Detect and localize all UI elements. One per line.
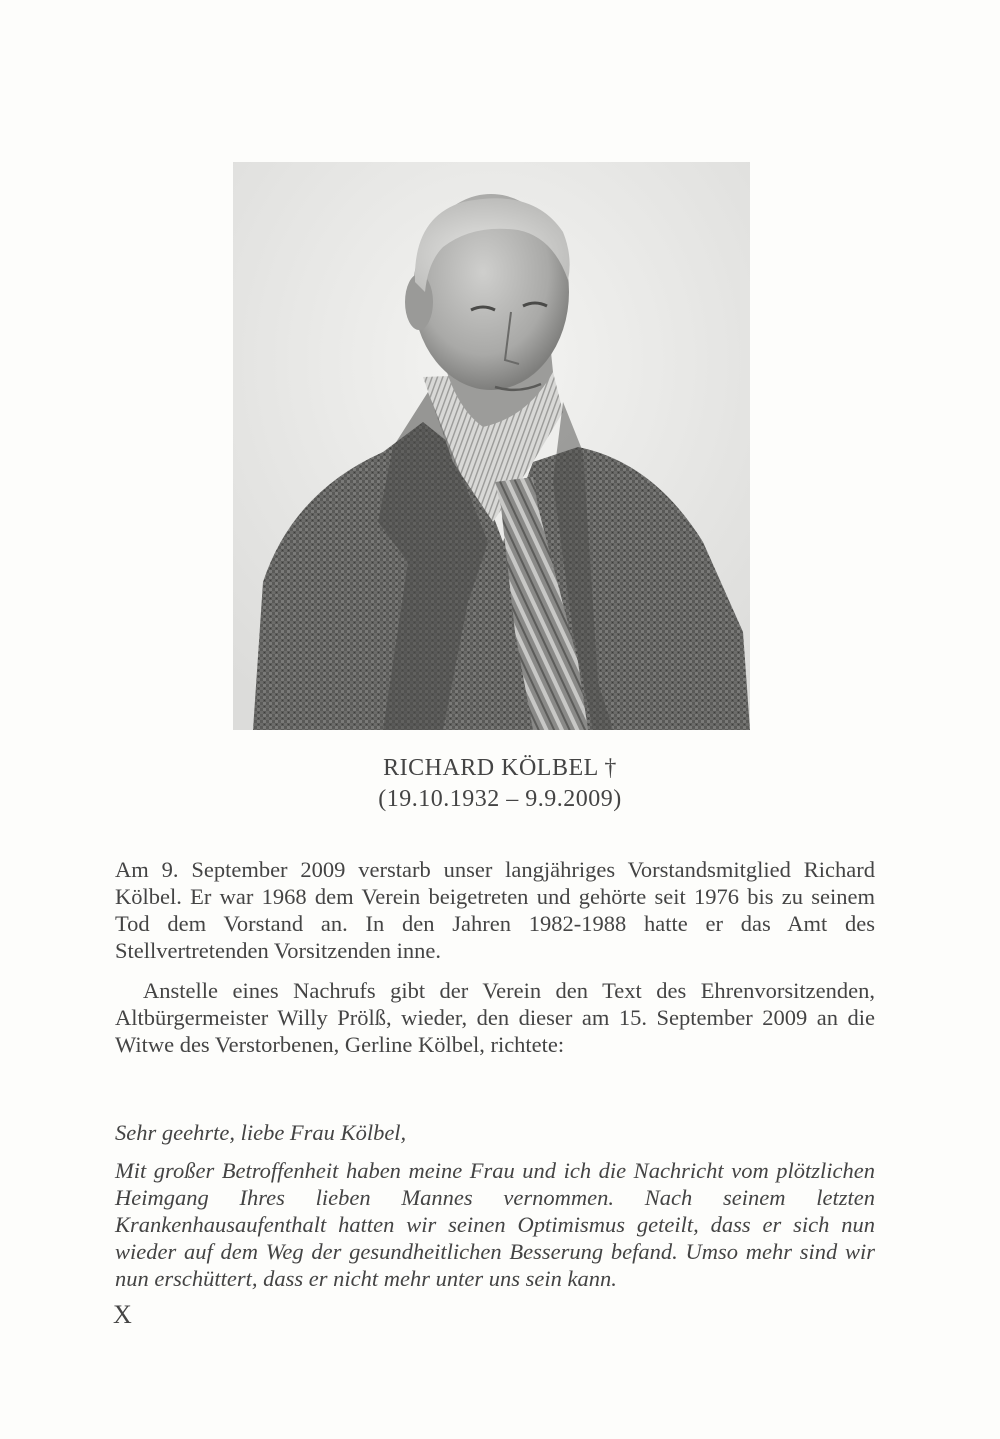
portrait-photo [233,162,750,730]
life-dates: (19.10.1932 – 9.9.2009) [378,786,622,812]
page-number: X [113,1300,132,1329]
context-paragraph: Anstelle eines Nachrufs gibt der Verein den Text des Ehrenvorsitzenden, Altbürgermeister Willy Prölß, wieder, den dieser am 15. September 2009 an die Witwe des Verstorbenen, Gerline Kölbel, richtete: [115,978,875,1057]
letter-body: Mit großer Betroffenheit haben meine Frau und ich die Nachricht vom plötzlichen Heimgang Ihres lieben Mannes vernommen. Nach seinem letzten Krankenhausaufenthalt hatten wir seinen Optimismus geteilt, dass er sich nun wieder auf dem Weg der gesundheitlichen Besserung befand. Umso mehr sind wir nun erschüttert, dass er nicht mehr unter uns sein kann. [115,1158,875,1291]
intro-paragraph: Am 9. September 2009 verstarb unser langjähriges Vorstandsmitglied Richard Kölbel. Er war 1968 dem Verein beigetreten und gehörte seit 1976 bis zu seinem Tod dem Vorstand an. In den Jahren 1982-1988 hatte er das Amt des Stellvertretenden Vorsitzenden inne. [115,857,875,963]
letter-salutation: Sehr geehrte, liebe Frau Kölbel, [115,1120,407,1145]
person-name: RICHARD KÖLBEL † [383,755,617,781]
